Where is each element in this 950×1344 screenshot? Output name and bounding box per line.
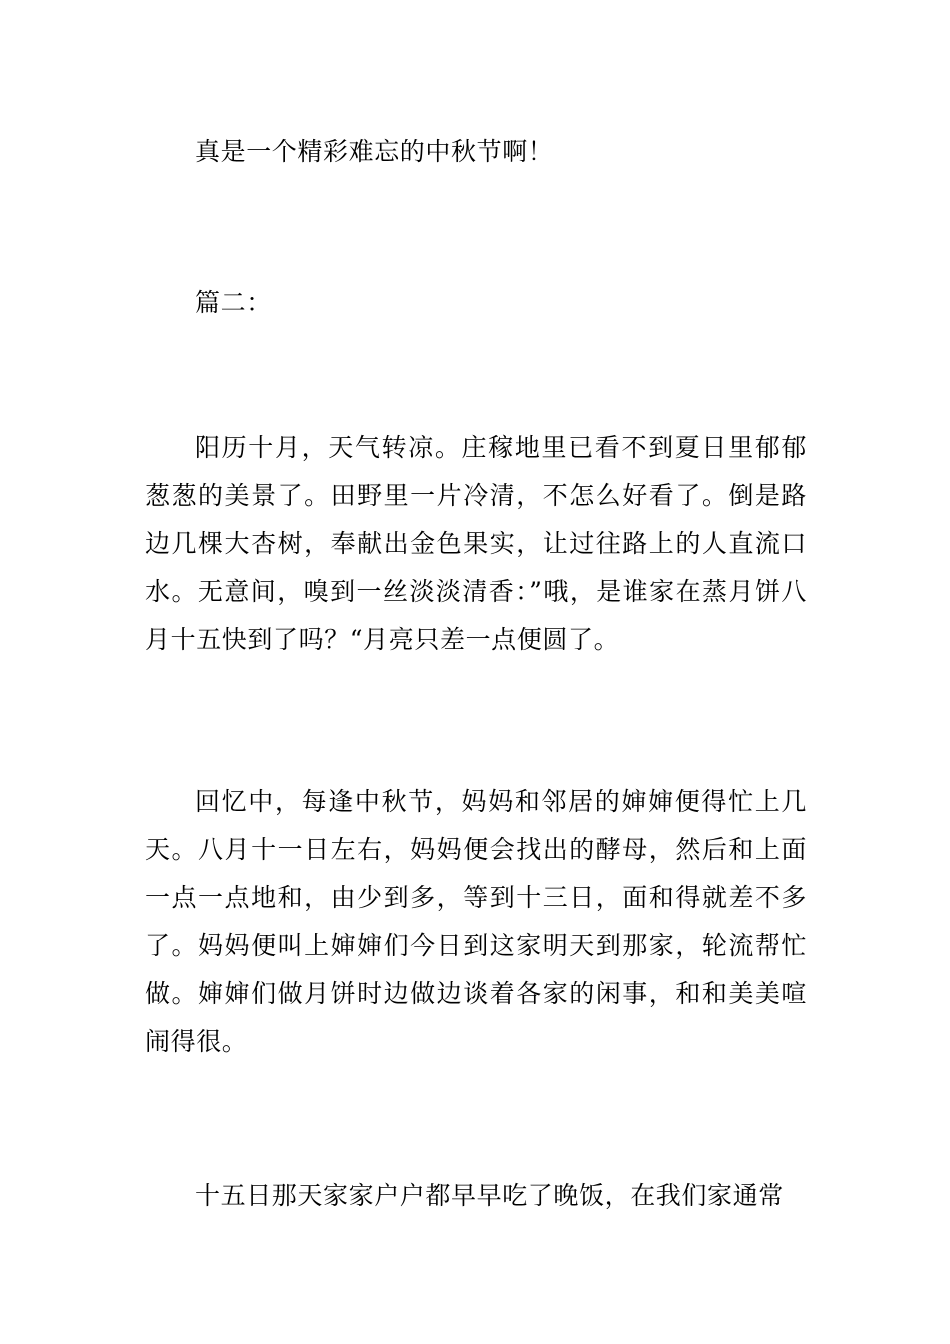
section-heading: 篇二： (195, 288, 272, 317)
paragraph-closing-line: 真是一个精彩难忘的中秋节啊！ (195, 137, 554, 166)
paragraph-memory: 回忆中，每逢中秋节，妈妈和邻居的婶婶便得忙上几天。八月十一日左右，妈妈便会找出的酵母，然后和上面一点一点地和，由少到多，等到十三日，面和得就差不多了。妈妈便叫上婶婶们今日到这家明天到那家，轮流帮忙做。婶婶们做月饼时边做边谈着各家的闲事，和和美美喧闹得很。 (145, 787, 807, 1056)
paragraph-autumn-scene: 阳历十月，天气转凉。庄稼地里已看不到夏日里郁郁葱葱的美景了。田野里一片冷清，不怎么好看了。倒是路边几棵大杏树，奉献出金色果实，让过往路上的人直流口水。无意间，嗅到一丝淡淡清香：”哦，是谁家在蒸月饼八月十五快到了吗？“月亮只差一点便圆了。 (145, 433, 807, 654)
paragraph-fifteenth-day: 十五日那天家家户户都早早吃了晚饭，在我们家通常 (195, 1181, 784, 1210)
